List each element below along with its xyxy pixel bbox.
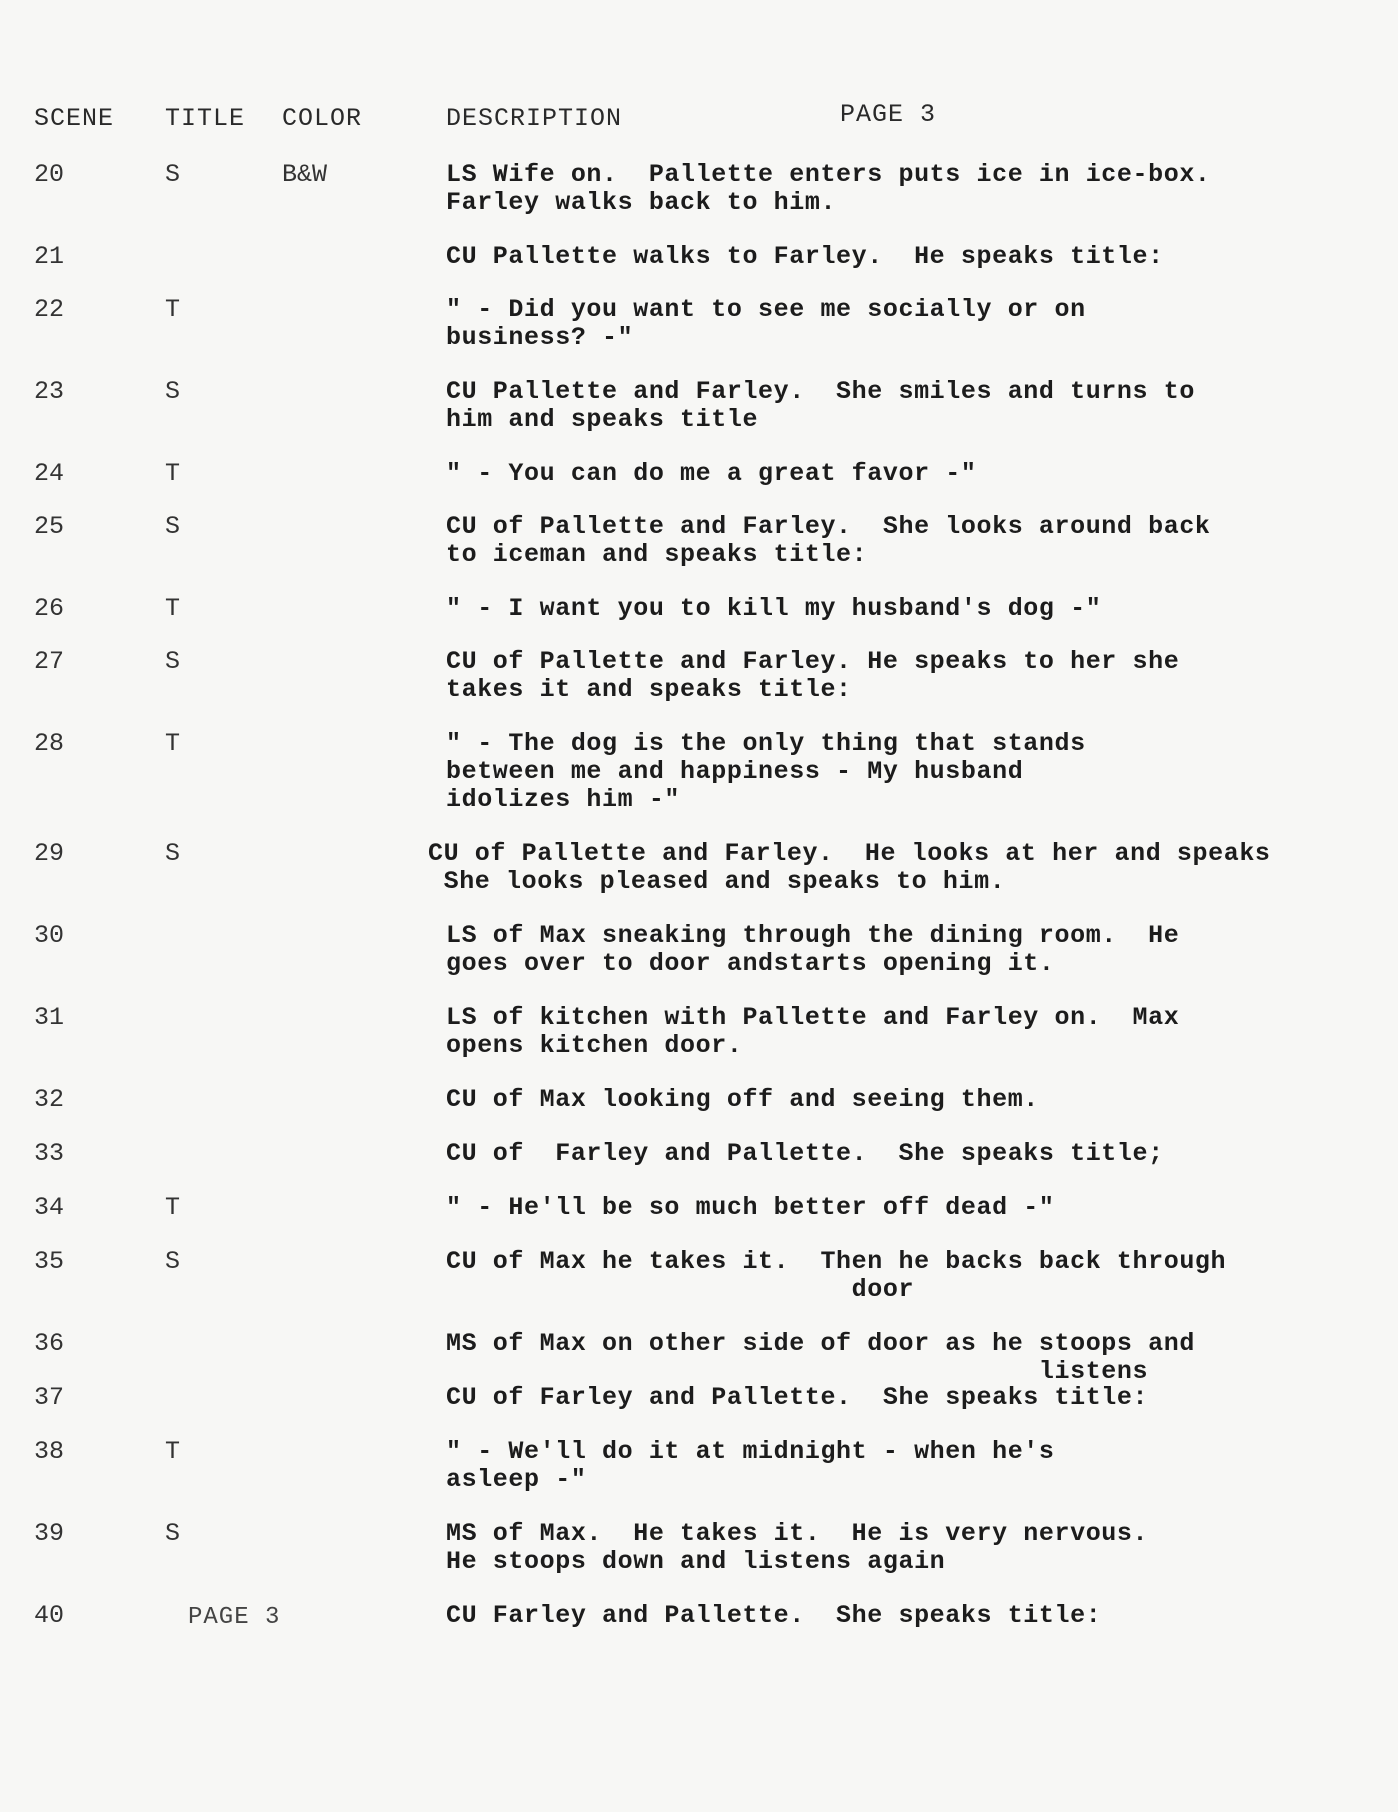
scene-number: 25 bbox=[34, 512, 65, 541]
scene-description bbox=[446, 730, 1326, 814]
description-line: " - The dog is the only thing that stands bbox=[446, 729, 1086, 758]
description-line: MS of Max on other side of door as he stoops and bbox=[446, 1329, 1195, 1358]
description-line: between me and happiness - My husband bbox=[446, 757, 1024, 786]
scene-color: B&W bbox=[282, 160, 328, 189]
scene-description bbox=[446, 1248, 1326, 1304]
description-line: " - I want you to kill my husband's dog -" bbox=[446, 594, 1102, 623]
description-line: " - Did you want to see me socially or on bbox=[446, 295, 1086, 324]
description-line: " - We'll do it at midnight - when he's bbox=[446, 1437, 1055, 1466]
scene-description bbox=[446, 1004, 1326, 1060]
header-title: TITLE bbox=[165, 104, 246, 133]
scene-number: 27 bbox=[34, 647, 65, 676]
scene-number: 28 bbox=[34, 729, 65, 758]
scene-number: 26 bbox=[34, 594, 65, 623]
scene-description bbox=[446, 1140, 1326, 1168]
scene-number: 35 bbox=[34, 1247, 65, 1276]
scene-description bbox=[446, 243, 1326, 271]
description-line: CU of Pallette and Farley. She looks around back bbox=[446, 512, 1211, 541]
description-line: asleep -" bbox=[446, 1465, 587, 1494]
description-line: LS Wife on. Pallette enters puts ice in ice-box. bbox=[446, 160, 1211, 189]
description-line: CU Farley and Pallette. She speaks title: bbox=[446, 1601, 1102, 1630]
description-line: MS of Max. He takes it. He is very nervous. bbox=[446, 1519, 1149, 1548]
scene-number: 31 bbox=[34, 1003, 65, 1032]
scene-title-code: S bbox=[165, 647, 181, 676]
scene-title-code: S bbox=[165, 1247, 181, 1276]
scene-description bbox=[446, 296, 1326, 352]
description-line: to iceman and speaks title: bbox=[446, 540, 868, 569]
description-line: CU Pallette walks to Farley. He speaks title: bbox=[446, 242, 1164, 271]
scene-number: 36 bbox=[34, 1329, 65, 1358]
description-line: LS of Max sneaking through the dining room. He bbox=[446, 921, 1180, 950]
header-color: COLOR bbox=[282, 104, 363, 133]
scene-description bbox=[446, 648, 1326, 704]
scene-number: 20 bbox=[34, 160, 65, 189]
scene-description bbox=[446, 161, 1326, 217]
scene-title-code: T bbox=[165, 295, 181, 324]
scene-title-code: T bbox=[165, 1193, 181, 1222]
scene-number: 23 bbox=[34, 377, 65, 406]
description-line: CU of Farley and Pallette. She speaks title: bbox=[446, 1383, 1149, 1412]
scene-description bbox=[446, 378, 1326, 434]
description-line: CU of Max looking off and seeing them. bbox=[446, 1085, 1039, 1114]
scene-title-code: T bbox=[165, 594, 181, 623]
description-line: listens bbox=[446, 1357, 1149, 1386]
description-line: CU of Max he takes it. Then he backs back through bbox=[446, 1247, 1227, 1276]
scene-number: 37 bbox=[34, 1383, 65, 1412]
description-line: business? -" bbox=[446, 323, 634, 352]
description-line: CU of Pallette and Farley. He looks at her and speaks bbox=[428, 839, 1271, 868]
scene-number: 34 bbox=[34, 1193, 65, 1222]
scene-title-code: S bbox=[165, 839, 181, 868]
scene-description bbox=[446, 595, 1326, 623]
description-line: goes over to door andstarts opening it. bbox=[446, 949, 1055, 978]
scene-title-code: S bbox=[165, 160, 181, 189]
scene-description bbox=[446, 1438, 1326, 1494]
scene-description bbox=[446, 1086, 1326, 1114]
description-line: He stoops down and listens again bbox=[446, 1547, 946, 1576]
scene-title-code: S bbox=[165, 1519, 181, 1548]
scene-description bbox=[446, 513, 1326, 569]
header-description: DESCRIPTION bbox=[446, 104, 623, 133]
scene-description bbox=[446, 922, 1326, 978]
description-line: CU of Farley and Pallette. She speaks title; bbox=[446, 1139, 1164, 1168]
description-line: CU of Pallette and Farley. He speaks to her she bbox=[446, 647, 1180, 676]
scene-title-code: S bbox=[165, 377, 181, 406]
description-line: takes it and speaks title: bbox=[446, 675, 852, 704]
scene-number: 39 bbox=[34, 1519, 65, 1548]
scene-number: 33 bbox=[34, 1139, 65, 1168]
scene-title-code: T bbox=[165, 459, 181, 488]
description-line: Farley walks back to him. bbox=[446, 188, 837, 217]
scene-description bbox=[428, 840, 1308, 896]
description-line: opens kitchen door. bbox=[446, 1031, 743, 1060]
scene-number: 40 bbox=[34, 1601, 65, 1630]
scene-description bbox=[446, 1330, 1326, 1386]
scene-title-code: S bbox=[165, 512, 181, 541]
scene-number: 38 bbox=[34, 1437, 65, 1466]
scene-description bbox=[446, 460, 1326, 488]
scene-description bbox=[446, 1520, 1326, 1576]
header-page-number: PAGE 3 bbox=[840, 100, 937, 129]
scene-number: 21 bbox=[34, 242, 65, 271]
scene-number: 32 bbox=[34, 1085, 65, 1114]
description-line: LS of kitchen with Pallette and Farley on. Max bbox=[446, 1003, 1180, 1032]
scene-title-code: T bbox=[165, 729, 181, 758]
description-line: " - He'll be so much better off dead -" bbox=[446, 1193, 1055, 1222]
description-line: CU Pallette and Farley. She smiles and turns to bbox=[446, 377, 1195, 406]
scene-number: 22 bbox=[34, 295, 65, 324]
scene-description bbox=[446, 1602, 1326, 1630]
description-line: door bbox=[446, 1275, 915, 1304]
header-scene: SCENE bbox=[34, 104, 115, 133]
scene-title-code: T bbox=[165, 1437, 181, 1466]
scene-number: 24 bbox=[34, 459, 65, 488]
description-line: She looks pleased and speaks to him. bbox=[428, 867, 1006, 896]
footer-page-number: PAGE 3 bbox=[188, 1604, 281, 1631]
scene-number: 30 bbox=[34, 921, 65, 950]
description-line: " - You can do me a great favor -" bbox=[446, 459, 977, 488]
scene-description bbox=[446, 1194, 1326, 1222]
scene-number: 29 bbox=[34, 839, 65, 868]
scene-description bbox=[446, 1384, 1326, 1412]
description-line: idolizes him -" bbox=[446, 785, 681, 814]
description-line: him and speaks title bbox=[446, 405, 759, 434]
